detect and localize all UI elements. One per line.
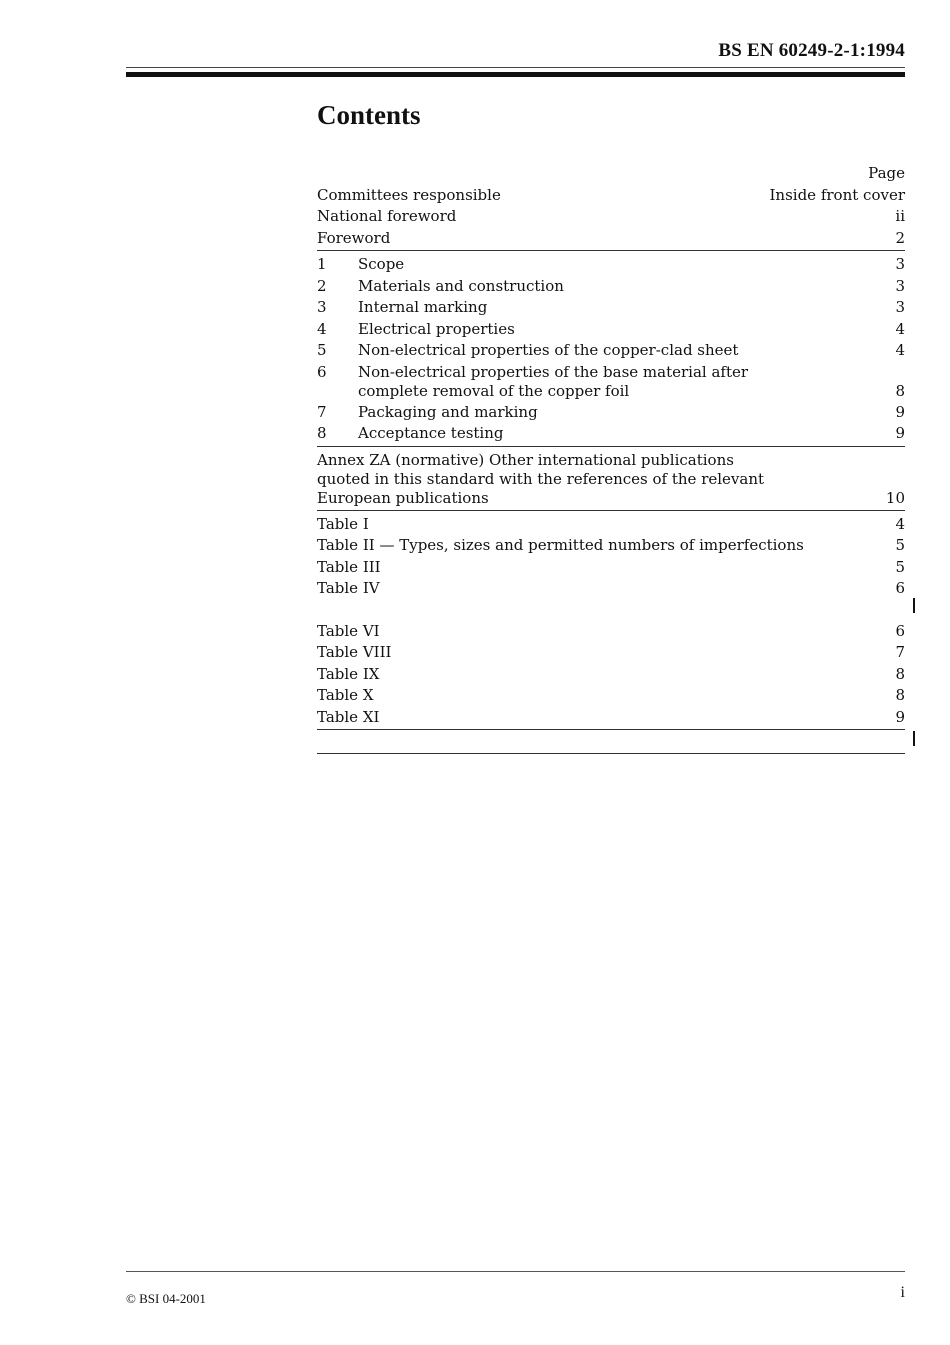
clause-number: 3: [317, 298, 327, 316]
toc-closing-rule: [317, 733, 905, 754]
clause-number: 6: [317, 362, 327, 381]
toc-entry[interactable]: [317, 206, 905, 228]
header-rule-thick: [126, 72, 905, 77]
table-page: 5: [895, 557, 905, 576]
annex-label-line: European publications: [317, 488, 489, 507]
table-label: Table II — Types, sizes and permitted numbers of imperfections: [317, 536, 804, 554]
clause-label-line: complete removal of the copper foil: [358, 381, 630, 400]
table-label: Table VIII: [317, 643, 392, 661]
toc-entry-label: National foreword: [317, 207, 457, 225]
table-page: 8: [895, 664, 905, 683]
table-label: Table IV: [317, 579, 380, 597]
toc-table-entry[interactable]: [317, 664, 905, 686]
table-page: 4: [895, 514, 905, 533]
annex-label-line: Annex ZA (normative) Other international publications: [317, 450, 734, 469]
toc-entry-page: Inside front cover: [769, 185, 905, 204]
clause-page: 3: [895, 255, 905, 273]
clause-page: 9: [895, 402, 905, 421]
clause-page: 8: [895, 381, 905, 400]
clause-number: 5: [317, 341, 327, 359]
toc-clause-entry[interactable]: [317, 423, 905, 445]
change-bar-icon: [913, 731, 915, 746]
toc-clause-entry[interactable]: [317, 276, 905, 298]
toc-tables: [317, 514, 905, 731]
annex-page: 10: [885, 488, 905, 507]
clause-label-line: Non-electrical properties of the base material after: [358, 362, 749, 381]
clause-label: [358, 363, 885, 401]
clause-label: Materials and construction: [358, 276, 564, 295]
table-label: Table VI: [317, 621, 380, 640]
header-rule-thin: [126, 67, 905, 68]
clause-page: 9: [895, 424, 905, 442]
toc-table-entry[interactable]: [317, 514, 905, 536]
document-id: BS EN 60249-2-1:1994: [718, 40, 905, 61]
toc-table-entry[interactable]: [317, 557, 905, 579]
clause-label: Scope: [358, 255, 405, 273]
clause-label: Packaging and marking: [358, 402, 538, 421]
footer-rule: [126, 1271, 905, 1272]
table-label: Table IX: [317, 664, 380, 683]
page-number: i: [900, 1284, 905, 1301]
table-of-contents: [317, 163, 905, 754]
toc-entry[interactable]: [317, 185, 905, 207]
table-page: 6: [895, 621, 905, 640]
toc-entry[interactable]: [317, 228, 905, 250]
clause-number: 2: [317, 276, 327, 295]
toc-table-entry[interactable]: [317, 707, 905, 729]
toc-entry-label: Foreword: [317, 228, 391, 247]
toc-clauses: [317, 254, 905, 447]
annex-label-line: quoted in this standard with the references of the relevant: [317, 469, 765, 488]
toc-entry-label: Committees responsible: [317, 185, 501, 204]
table-page: 7: [895, 643, 905, 661]
toc-annex: [317, 450, 905, 511]
toc-entry-page: 2: [895, 228, 905, 247]
toc-page-heading-row: [317, 163, 905, 185]
toc-clause-entry[interactable]: [317, 297, 905, 319]
toc-table-entry[interactable]: [317, 621, 905, 643]
deleted-entry-gap: [317, 600, 905, 621]
table-page: 8: [895, 686, 905, 704]
clause-number: 1: [317, 255, 327, 273]
clause-number: 4: [317, 319, 327, 338]
table-page: 5: [895, 536, 905, 554]
toc-table-entry[interactable]: [317, 535, 905, 557]
clause-number: 7: [317, 402, 327, 421]
toc-table-entry[interactable]: [317, 685, 905, 707]
table-label: Table I: [317, 514, 369, 533]
clause-page: 3: [895, 276, 905, 295]
toc-entry-page: ii: [895, 207, 905, 225]
clause-number: 8: [317, 424, 327, 442]
table-page: 9: [895, 707, 905, 726]
clause-label: Electrical properties: [358, 319, 515, 338]
clause-label: Internal marking: [358, 298, 488, 316]
toc-table-entry[interactable]: [317, 578, 905, 600]
clause-page: 4: [895, 341, 905, 359]
table-page: 6: [895, 579, 905, 597]
toc-table-entry[interactable]: [317, 642, 905, 664]
toc-clause-entry[interactable]: [317, 254, 905, 276]
table-label: Table III: [317, 557, 381, 576]
change-bar-icon: [913, 598, 915, 613]
annex-label: [317, 451, 876, 508]
toc-clause-entry[interactable]: [317, 402, 905, 424]
page-title: Contents: [317, 100, 421, 130]
page-column-heading: Page: [868, 164, 905, 182]
clause-page: 4: [895, 319, 905, 338]
toc-annex-entry[interactable]: [317, 450, 905, 509]
toc-clause-entry[interactable]: [317, 319, 905, 341]
toc-clause-entry[interactable]: [317, 362, 905, 402]
toc-clause-entry[interactable]: [317, 340, 905, 362]
clause-label: Non-electrical properties of the copper-clad sheet: [358, 341, 739, 359]
table-label: Table XI: [317, 707, 380, 726]
toc-front-matter: [317, 185, 905, 252]
copyright-notice: © BSI 04-2001: [126, 1291, 206, 1306]
clause-page: 3: [895, 298, 905, 316]
table-label: Table X: [317, 686, 374, 704]
clause-label: Acceptance testing: [358, 424, 504, 442]
